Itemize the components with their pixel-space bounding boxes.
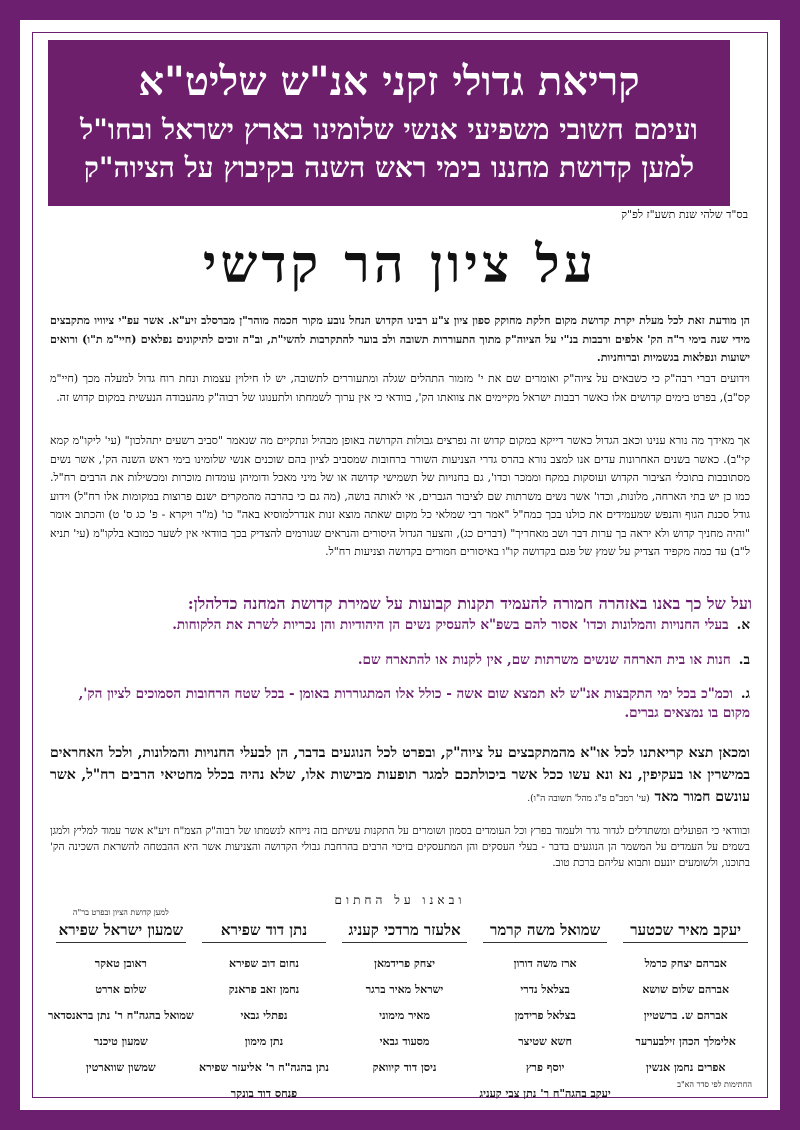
signer-name: בצלאל פרידמן: [514, 1009, 576, 1022]
signer-name: נתן בהגה"ח ר' אליעזר שפירא: [199, 1061, 329, 1074]
signature-column: [48, 908, 194, 1083]
column-note: למען קדושת הציון ובפרט בר"ה: [72, 908, 169, 917]
signature-column: [475, 908, 616, 1100]
signer-name: ראובן טאקר: [94, 957, 147, 970]
signer-name: פנחס דוד בונקר: [230, 1087, 298, 1100]
signer-name: מאיר מימוני: [379, 1009, 430, 1022]
rules-title: ועל של כך באנו באזהרה חמורה להעמיד תקנות קבועות על שמירת קדושת המחנה כדלהלן:: [187, 594, 752, 613]
column-head-signer: יעקב מאיר שכטער: [623, 918, 748, 943]
signer-name: יצחק פרידמאן: [374, 957, 435, 970]
signer-name: בצלאל נדרי: [520, 983, 570, 996]
signature-column: [334, 908, 475, 1083]
signer-name: נפתלי גבאי: [240, 1009, 288, 1022]
signer-name: שלום אררט: [95, 983, 147, 996]
poster-page: [20, 20, 780, 1110]
signer-name: ישראל מאיר ברגר: [365, 983, 444, 996]
rule-item: [54, 685, 750, 723]
banner-subtitle-2: למען קדושת מחננו בימי ראש השנה בקיבוץ על הציוה"ק: [83, 151, 695, 184]
banner-subtitle-1: ועימם חשובי משפיעי אנשי שלומינו בארץ ישראל ובחו"ל: [80, 113, 698, 146]
column-note: [615, 908, 756, 918]
rule-text: בעלי החנויות והמלונות וכדו' אסור להם בשפ"א להעסיק נשים הן היהודיות והן נכריות לשרת את הלקוחות.: [172, 617, 729, 633]
rule-item: [54, 616, 750, 635]
signer-name: אברהם ש. ברשטיין: [643, 1009, 728, 1022]
signer-name: נתן מימון: [244, 1035, 284, 1048]
rule-number: ב.: [738, 652, 750, 668]
signer-name: יוסף פרץ: [525, 1061, 565, 1074]
title-banner: [48, 40, 730, 206]
signer-name: אברהם יצחק כרמל: [644, 957, 727, 970]
rule-text: וכמ"כ בכל ימי התקבצות אנ"ש לא תמצא שום אשה - כולל אלו המתגוררות באומן - בכל שטח הרחובות הסמוכים לציון הק', מקום בו נמצאים גברים.: [78, 686, 750, 721]
signer-name: אפרים נחמן אנשין: [646, 1061, 726, 1074]
signer-name: נחמן זאב פראנק: [228, 983, 300, 996]
column-head-signer: נתן דוד שפירא: [202, 918, 327, 943]
date-line: בס"ד שלהי שנת תשע"ז לפ"ק: [621, 208, 748, 221]
signature-column: [615, 908, 756, 1083]
signer-name: אברהם שלום שושא: [642, 983, 730, 996]
rule-text: חנות או בית הארחה שנשים משרתות שם, אין לקנות או להתארח שם.: [357, 652, 731, 668]
signer-name: אלימלך הכהן זילבערער: [635, 1035, 736, 1048]
call-source-note: (עי' רמב"ם פ"ג מהל' תשובה ה"ו).: [527, 794, 650, 804]
column-head-signer: שמואל משה קרמר: [483, 918, 608, 943]
column-head-signer: שמעון ישראל שפירא: [56, 918, 186, 943]
signer-name: שמעון טיכנר: [93, 1035, 148, 1048]
signer-name: שמואל בהגה"ח ר' נתן בראנסדאר: [47, 1009, 194, 1022]
call-text: ומכאן תצא קריאתנו לכל או"א מהמתקבצים על ציוה"ק, ובפרט לכל הנוגעים בדבר, הן לבעלי החנויות והמלונות, ולכל האחראים במישרין או בעקיפין, נא ונא עשו ככל אשר ביכולתכם למגר תופעות מבישות אלו, שלא נהיה בכלל מחטיאי הרבים רח"ל, אשר עונשם חמור מאד: [50, 745, 750, 805]
third-paragraph: אך מאידך מה נורא ענינו וכאב הגדול כאשר דייקא במקום קדוש זה נפרצים גבולות הקדושה באופן מבהיל ונתקיים מה שנאמר "סביב רשעים יתהלכון" (עי' ליקו"מ קמא קי"ב). כאשר בשנים האחרונות עדים אנו למצב נורא בהרס גדרי הצניעות השורר ברחובות שמסביב לציון בהם שוכנים אנשי שלומינו בימי ראש השנה הק', אשר נשים מסתובבות בתוכלי הציבור הקדוש ועוסקות במקח וממכר וכדו', גם בחנויות של תשמישי קדושה או של מיני מאכל ודומיהן עומדות מוכרות ומכשילות את הרבים רח"ל. כמו כן יש בתי הארחה, מלונות, וכדו' אשר נשים משרתות שם לציבור הגברים, אי לאותה בושה, (מה גם כי בהרבה מהמקרים ישנם פרוצות במקומות אלו רח"ל) וידוע גודל סכנת הגוף והנפש שמעמידים את כולנו בכך כמח"ל "אמר רבי שמלאי כל מקום שאתה מוצא זנות אנדרלמוסיא באה" כו' (מ"ר ויקרא - פ' כג ס' ט) והכתוב אומר "והיה מחניך קדוש ולא יראה בך ערות דבר ושב מאחריך" (דברים כג), והצער הגדול היסורים והנראים שגורמים להצדיק בכך בוודאי אין לשער כמובא בלקו"מ (עי' תניא ל"ב) עד כמה מקפיד הצדיק על שמץ של פגם בקדושה קו"ו באיסורים חמורים בקדושה וצניעות רח"ל.: [50, 434, 750, 558]
main-headline: על ציון הר קדשי: [202, 234, 598, 295]
call-to-action: [50, 742, 750, 810]
signer-name: ניסן דוד קיוואק: [372, 1061, 437, 1074]
signer-name: שמשון שווארטין: [85, 1061, 156, 1074]
rule-number: א.: [736, 617, 750, 633]
signature-order-note: החתימות לפי סדר הא"ב: [677, 1080, 752, 1089]
intro-paragraph: הן מודעת זאת לכל מעלת יקרת קדושת מקום חלקת מחוקק ספון ציון צ"ע רבינו הקדוש הנחל נובע מקור חכמה מוהר"ן מברסלב זיע"א. אשר עפ"י ציוויו מתקבצים מידי שנה בימי ר"ה הק' אלפים ורבבות בנ"י על הציוה"ק מתוך התעוררות תשובה ולב בוער להתקרבות להשי"ת, וב"ה זוכים לתיקונים נפלאים (חיי"מ ת"ו) ורואים ישועות ונפלאות בגשמיות וברוחניות.: [50, 314, 750, 364]
rule-item: [54, 651, 750, 670]
second-paragraph: וידועים דברי רבה"ק כי כשבאים על ציוה"ק ואומרים שם את י' מזמור התהלים שגלה ומתעוררים לתשובה, יש לו חילוין עצמות ונחת רוח גדול למעלה מכך (חיי"מ קס"ב), בפרט בימים קדושים אלו כאשר רבבות ישראל מקיימים את צוואתו הק', בוודאי כי אין ערוך לשמחתו ולתענוגו של רבוה"ק מהעבודה הנעשית במקום קדוש זה.: [50, 372, 750, 404]
banner-title: קריאת גדולי זקני אנ"ש שליט"א: [138, 58, 640, 105]
rule-number: ג.: [740, 686, 750, 702]
column-head-signer: אלעזר מרדכי קעניג: [342, 918, 467, 943]
signer-name: מסעוד גבאי: [379, 1035, 430, 1048]
signer-name: נחום דוב שפירא: [229, 957, 299, 970]
column-note: [194, 908, 335, 918]
column-note: [334, 908, 475, 918]
signature-column: [194, 908, 335, 1100]
signer-name: יעקב בהגה"ח ר' נתן צבי קעניג: [479, 1087, 611, 1100]
signatures-title: ובאנו על החתום: [334, 893, 466, 907]
column-note: [475, 908, 616, 918]
signer-name: ארז משה דורון: [513, 957, 577, 970]
fine-print: ובוודאי כי הפועלים ומשתדלים לגדור גדר ולעמוד בפרץ וכל העומדים בסמון ושומרים על התקנות עשיתם בזה נייחא לנשמתו של רבוה"ק הצמ"ח זיע"א אשר עמוד למליץ ולמגן בשמים על העמדים על המשמר הן הנוגעים בדבר - בעלי העסקים והן המתעסקים בזיכוי הרבים בהרחבת גבולי הקדושה והצניעות אשר היא ההבטחה להשראת השכינה הק' בתוכנו, ולשומעים יונעם ותבוא עליהם ברכת טוב.: [50, 825, 750, 869]
signer-name: חשא שטיצר: [518, 1035, 572, 1048]
